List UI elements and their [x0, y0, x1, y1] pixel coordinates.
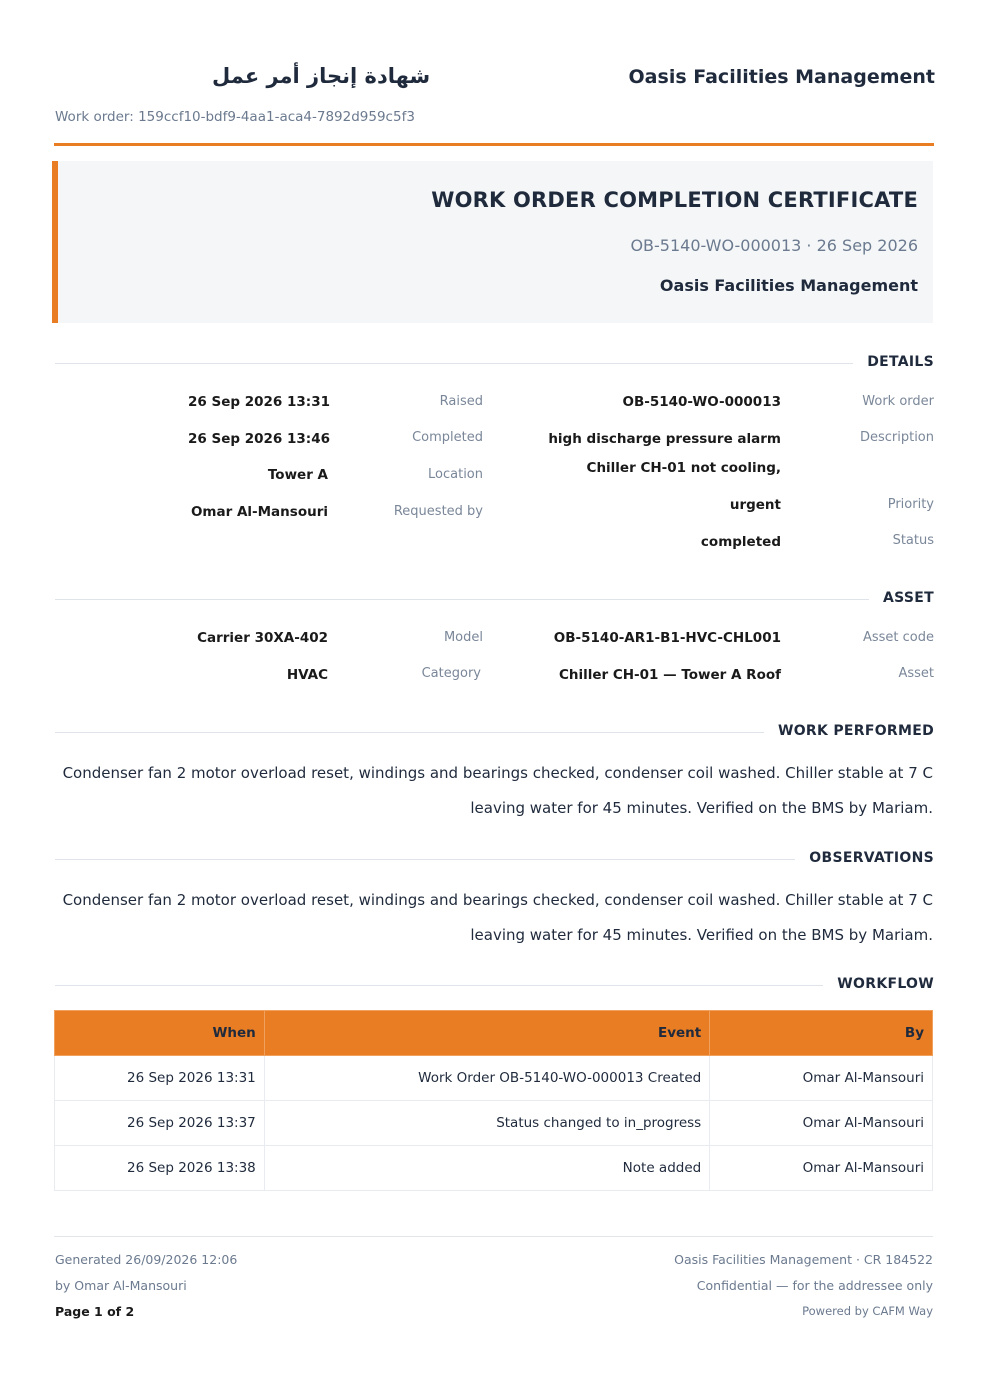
certificate-company: Oasis Facilities Management: [659, 276, 918, 295]
priority-value: urgent: [729, 497, 781, 513]
completed-label: Completed: [412, 430, 483, 445]
workflow-heading: WORKFLOW: [823, 976, 934, 992]
table-row: [55, 1146, 933, 1191]
cell-when: 26 Sep 2026 13:38: [55, 1146, 265, 1191]
workflow-header-row: [55, 1011, 933, 1056]
table-row: [55, 1101, 933, 1146]
details-divider: [55, 363, 934, 364]
cell-by: Omar Al-Mansouri: [710, 1146, 933, 1191]
footer-generated: Generated 26/09/2026 12:06: [55, 1252, 238, 1267]
workflow-divider: [55, 985, 934, 986]
work-order-label: Work order: [862, 394, 934, 409]
requested-by-value: Omar Al-Mansouri: [190, 504, 328, 520]
details-heading: DETAILS: [853, 354, 934, 370]
model-value: Carrier 30XA-402: [197, 630, 328, 646]
cell-by: Omar Al-Mansouri: [710, 1056, 933, 1101]
cell-when: 26 Sep 2026 13:31: [55, 1056, 265, 1101]
asset-heading: ASSET: [869, 590, 934, 606]
workflow-table: [54, 1010, 933, 1191]
work-order-id: Work order: 159ccf10-bdf9-4aa1-aca4-7892d959c5f3: [55, 109, 415, 125]
cell-by: Omar Al-Mansouri: [710, 1101, 933, 1146]
footer-generated-by: by Omar Al-Mansouri: [55, 1278, 187, 1293]
observations-text: Condenser fan 2 motor overload reset, windings and bearings checked, condenser coil washed. Chiller stable at 7 C leaving water for 45 minutes. Verified on the BMS by Mariam.: [62, 891, 933, 944]
column-header-by: By: [710, 1011, 933, 1056]
completed-value: 26 Sep 2026 13:46: [188, 431, 330, 447]
location-label: Location: [428, 467, 483, 482]
raised-label: Raised: [439, 394, 483, 409]
cell-event: Work Order OB-5140-WO-000013 Created: [264, 1056, 709, 1101]
category-value: HVAC: [286, 667, 328, 683]
category-label: Category: [421, 666, 481, 681]
header-company-name: Oasis Facilities Management: [628, 66, 935, 88]
asset-code-value: OB-5140-AR1-B1-HVC-CHL001: [553, 630, 781, 646]
page-number: Page 1 of 2: [55, 1304, 135, 1319]
cell-event: Note added: [264, 1146, 709, 1191]
asset-code-label: Asset code: [862, 630, 934, 645]
cell-event: Status changed to in_progress: [264, 1101, 709, 1146]
raised-value: 26 Sep 2026 13:31: [188, 394, 330, 410]
table-row: [55, 1056, 933, 1101]
description-value-line2: Chiller CH-01 not cooling,: [586, 460, 781, 476]
column-header-when: When: [55, 1011, 265, 1056]
column-header-event: Event: [264, 1011, 709, 1056]
status-value: completed: [700, 534, 781, 550]
model-label: Model: [443, 630, 483, 645]
footer-company-cr: Oasis Facilities Management · CR 184522: [674, 1252, 933, 1267]
cell-when: 26 Sep 2026 13:37: [55, 1101, 265, 1146]
certificate-title: WORK ORDER COMPLETION CERTIFICATE: [431, 188, 918, 212]
work-order-value: OB-5140-WO-000013: [622, 394, 781, 410]
observations-heading: OBSERVATIONS: [795, 850, 934, 866]
asset-name-label: Asset: [898, 666, 934, 681]
priority-label: Priority: [887, 497, 934, 512]
work-performed-text: Condenser fan 2 motor overload reset, windings and bearings checked, condenser coil washed. Chiller stable at 7 C leaving water for 45 minutes. Verified on the BMS by Mariam.: [62, 764, 933, 817]
footer-divider: [54, 1236, 933, 1237]
description-value-line1: high discharge pressure alarm: [548, 431, 781, 447]
requested-by-label: Requested by: [393, 504, 483, 519]
certificate-banner: [52, 161, 933, 323]
footer-confidential: Confidential — for the addressee only: [696, 1278, 933, 1293]
status-label: Status: [892, 533, 934, 548]
location-value: Tower A: [267, 467, 328, 483]
asset-name-value: Chiller CH-01 — Tower A Roof: [558, 667, 781, 683]
footer-powered-by: Powered by CAFM Way: [802, 1304, 933, 1318]
header-divider: [54, 143, 934, 146]
asset-divider: [55, 599, 934, 600]
certificate-reference: OB-5140-WO-000013 · 26 Sep 2026: [630, 236, 918, 255]
description-label: Description: [859, 430, 934, 445]
work-performed-heading: WORK PERFORMED: [764, 723, 934, 739]
arabic-title: شهادة إنجاز أمر عمل: [212, 64, 431, 88]
